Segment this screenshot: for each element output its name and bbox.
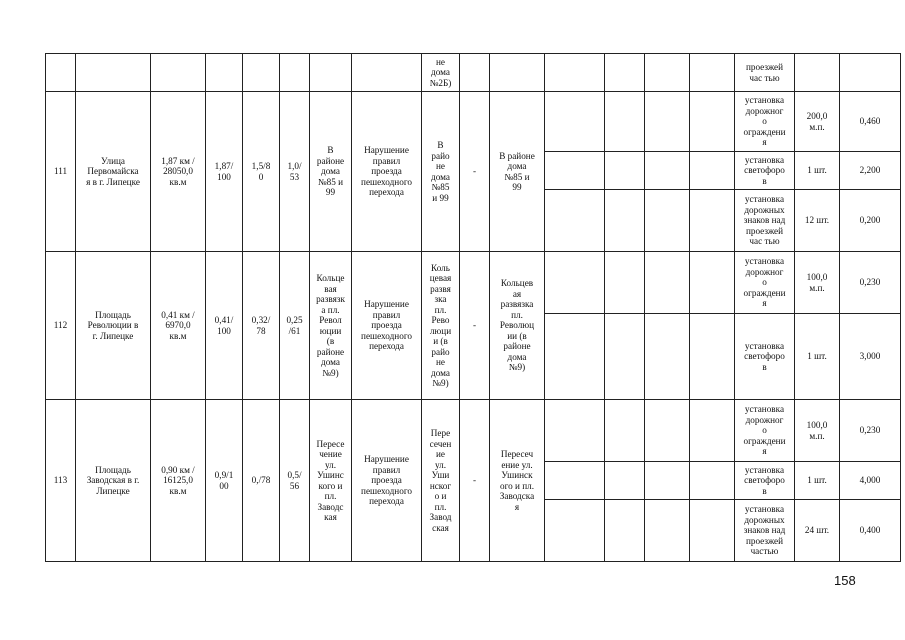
page-number: 158 [834, 573, 856, 588]
measure-qty: 24 шт. [795, 500, 840, 562]
location-cell: В районе дома №85 и 99 [310, 92, 352, 252]
table-cell [310, 54, 352, 92]
table-cell [605, 190, 645, 252]
location-cell: Кольце вая развязк а пл. Револ юции (в районе дома №9) [310, 252, 352, 400]
location-cell: В районе дома №85 и 99 [490, 92, 545, 252]
table-cell [645, 152, 690, 190]
table-cell [545, 92, 605, 152]
location-cell: В райо не дома №85 и 99 [422, 92, 460, 252]
measure-qty: 12 шт. [795, 190, 840, 252]
measure-name: установка светофоро в [735, 462, 795, 500]
table-cell: не дома №2Б) [422, 54, 460, 92]
value-cell: 0,5/ 56 [280, 400, 310, 562]
length-area: 0,41 км / 6970,0 кв.м [151, 252, 206, 400]
value-cell: 0,25 /61 [280, 252, 310, 400]
table-cell [645, 190, 690, 252]
table-cell [605, 462, 645, 500]
table-cell [545, 252, 605, 314]
length-area: 0,90 км / 16125,0 кв.м [151, 400, 206, 562]
table-cell [151, 54, 206, 92]
value-cell: 1,87/ 100 [206, 92, 243, 252]
location-cell: Пере сечен ие ул. Уши нског о и пл. Завод ская [422, 400, 460, 562]
street-name: Площадь Революции в г. Липецке [76, 252, 151, 400]
table-cell [243, 54, 280, 92]
table-cell [605, 54, 645, 92]
location-cell: Коль цевая развя зка пл. Рево люци и (в райо не дома №9) [422, 252, 460, 400]
row-number: 112 [46, 252, 76, 400]
table-cell [690, 92, 735, 152]
measure-name: установка дорожног о ограждени я [735, 252, 795, 314]
measure-name: установка светофоро в [735, 314, 795, 400]
measure-name: установка дорожных знаков над проезжей час тью [735, 190, 795, 252]
data-table [45, 53, 901, 562]
violation-cell: Нарушение правил проезда пешеходного перехода [352, 92, 422, 252]
table-cell [352, 54, 422, 92]
value-cell: 0,41/ 100 [206, 252, 243, 400]
table-row [46, 54, 901, 92]
table-cell [545, 314, 605, 400]
measure-cost: 0,460 [840, 92, 901, 152]
street-name: Площадь Заводская в г. Липецке [76, 400, 151, 562]
table-cell [840, 54, 901, 92]
measure-name: установка дорожног о ограждени я [735, 400, 795, 462]
table-cell: проезжей час тью [735, 54, 795, 92]
table-cell [645, 314, 690, 400]
table-cell [605, 92, 645, 152]
row-number: 111 [46, 92, 76, 252]
location-cell: Пересе чение ул. Ушинс кого и пл. Заводс кая [310, 400, 352, 562]
table-cell [690, 462, 735, 500]
length-area: 1,87 км / 28050,0 кв.м [151, 92, 206, 252]
row-number: 113 [46, 400, 76, 562]
table-cell [690, 190, 735, 252]
table-cell [545, 54, 605, 92]
table-cell [645, 54, 690, 92]
table-cell [645, 462, 690, 500]
table-cell [690, 314, 735, 400]
measure-qty: 100,0 м.п. [795, 252, 840, 314]
street-name: Улица Первомайска я в г. Липецке [76, 92, 151, 252]
measure-cost: 0,200 [840, 190, 901, 252]
location-cell: Пересеч ение ул. Ушинск ого и пл. Заводска я [490, 400, 545, 562]
table-row [46, 400, 901, 462]
table-cell [690, 152, 735, 190]
value-cell: 1,0/ 53 [280, 92, 310, 252]
value-cell: 1,5/8 0 [243, 92, 280, 252]
measure-qty: 100,0 м.п. [795, 400, 840, 462]
value-cell: 0,/78 [243, 400, 280, 562]
table-row [46, 252, 901, 314]
measure-qty: 1 шт. [795, 152, 840, 190]
table-cell [605, 252, 645, 314]
table-cell [690, 252, 735, 314]
table-cell [545, 500, 605, 562]
table-cell [545, 190, 605, 252]
dash-cell: - [460, 252, 490, 400]
table-cell [76, 54, 151, 92]
table-cell [690, 400, 735, 462]
violation-cell: Нарушение правил проезда пешеходного перехода [352, 252, 422, 400]
measure-cost: 2,200 [840, 152, 901, 190]
table-cell [605, 152, 645, 190]
table-cell [280, 54, 310, 92]
dash-cell: - [460, 92, 490, 252]
measure-cost: 3,000 [840, 314, 901, 400]
table-cell [545, 152, 605, 190]
measure-cost: 0,230 [840, 400, 901, 462]
value-cell: 0,9/1 00 [206, 400, 243, 562]
table-cell [545, 462, 605, 500]
table-cell [46, 54, 76, 92]
measure-name: установка дорожног о ограждени я [735, 92, 795, 152]
measure-cost: 0,400 [840, 500, 901, 562]
table-row [46, 92, 901, 152]
table-cell [645, 92, 690, 152]
location-cell: Кольцев ая развязка пл. Революц ии (в районе дома №9) [490, 252, 545, 400]
table-cell [690, 54, 735, 92]
table-cell [690, 500, 735, 562]
measure-name: установка светофоро в [735, 152, 795, 190]
dash-cell: - [460, 400, 490, 562]
table-cell [645, 400, 690, 462]
measure-cost: 4,000 [840, 462, 901, 500]
table-cell [795, 54, 840, 92]
measure-cost: 0,230 [840, 252, 901, 314]
table-cell [545, 400, 605, 462]
value-cell: 0,32/ 78 [243, 252, 280, 400]
table-cell [206, 54, 243, 92]
table-cell [645, 252, 690, 314]
table-cell [645, 500, 690, 562]
violation-cell: Нарушение правил проезда пешеходного перехода [352, 400, 422, 562]
measure-qty: 200,0 м.п. [795, 92, 840, 152]
table-cell [490, 54, 545, 92]
table-cell [605, 400, 645, 462]
measure-qty: 1 шт. [795, 462, 840, 500]
table-cell [605, 500, 645, 562]
table-cell [460, 54, 490, 92]
measure-name: установка дорожных знаков над проезжей частью [735, 500, 795, 562]
table-cell [605, 314, 645, 400]
measure-qty: 1 шт. [795, 314, 840, 400]
